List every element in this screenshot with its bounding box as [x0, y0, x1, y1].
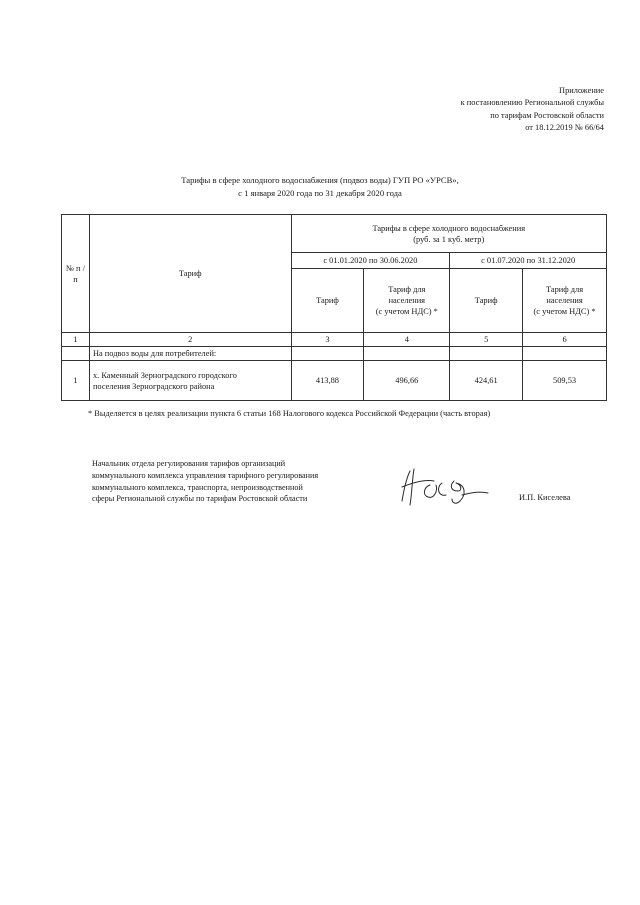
row-num: 1	[62, 361, 90, 401]
header-period-1: с 01.01.2020 по 30.06.2020	[291, 253, 450, 269]
row-tariff-1: 413,88	[291, 361, 364, 401]
table-row	[62, 361, 607, 401]
header-sub-tariff-1: Тариф	[291, 269, 364, 333]
section-empty-cell	[364, 347, 450, 361]
appendix-line: к постановлению Региональной службы	[460, 98, 604, 108]
header-sub-population-1: Тариф для населения (с учетом НДС) *	[364, 269, 450, 333]
title-line-1: Тарифы в сфере холодного водоснабжения (подвоз воды) ГУП РО «УРСВ»,	[181, 175, 459, 185]
header-group: Тарифы в сфере холодного водоснабжения (руб. за 1 куб. метр)	[291, 215, 606, 253]
index-cell: 3	[291, 333, 364, 347]
header-num: № п /п	[62, 215, 90, 333]
row-population-2: 509,53	[523, 361, 607, 401]
appendix-block	[461, 85, 604, 134]
row-tariff-2: 424,61	[450, 361, 523, 401]
handwritten-signature	[396, 465, 492, 509]
row-name: х. Каменный Зерноградского городского поселения Зерноградского района	[89, 361, 291, 401]
signatory-name: И.П. Киселева	[519, 493, 571, 502]
tariffs-table	[61, 214, 607, 401]
section-empty-cell	[291, 347, 364, 361]
section-label: На подвоз воды для потребителей:	[89, 347, 291, 361]
footnote: * Выделяется в целях реализации пункта 6 статьи 168 Налогового кодекса Российской Федерации (часть вторая)	[88, 409, 491, 418]
index-cell: 1	[62, 333, 90, 347]
appendix-line: Приложение	[559, 86, 604, 95]
header-sub-population-2: Тариф для населения (с учетом НДС) *	[523, 269, 607, 333]
header-period-2: с 01.07.2020 по 31.12.2020	[450, 253, 607, 269]
appendix-line: от 18.12.2019 № 66/64	[525, 122, 604, 132]
signatory-position: Начальник отдела регулирования тарифов организаций коммунального комплекса управления тарифного регулирования коммунального комплекса, транспорта, непроизводственной сферы Региональной службы по тарифам Ростовской области	[92, 459, 319, 504]
title-line-2: с 1 января 2020 года по 31 декабря 2020 года	[238, 187, 402, 198]
table-index-row	[62, 333, 607, 347]
index-cell: 2	[89, 333, 291, 347]
header-tariff: Тариф	[89, 215, 291, 333]
section-empty-cell	[450, 347, 523, 361]
row-population-1: 496,66	[364, 361, 450, 401]
table-section-row	[62, 347, 607, 361]
index-cell: 6	[523, 333, 607, 347]
section-empty-cell	[523, 347, 607, 361]
table-header-row	[62, 215, 607, 253]
header-sub-tariff-2: Тариф	[450, 269, 523, 333]
document-title	[80, 174, 560, 199]
appendix-line: по тарифам Ростовской области	[490, 110, 604, 120]
index-cell: 4	[364, 333, 450, 347]
index-cell: 5	[450, 333, 523, 347]
section-empty-cell	[62, 347, 90, 361]
